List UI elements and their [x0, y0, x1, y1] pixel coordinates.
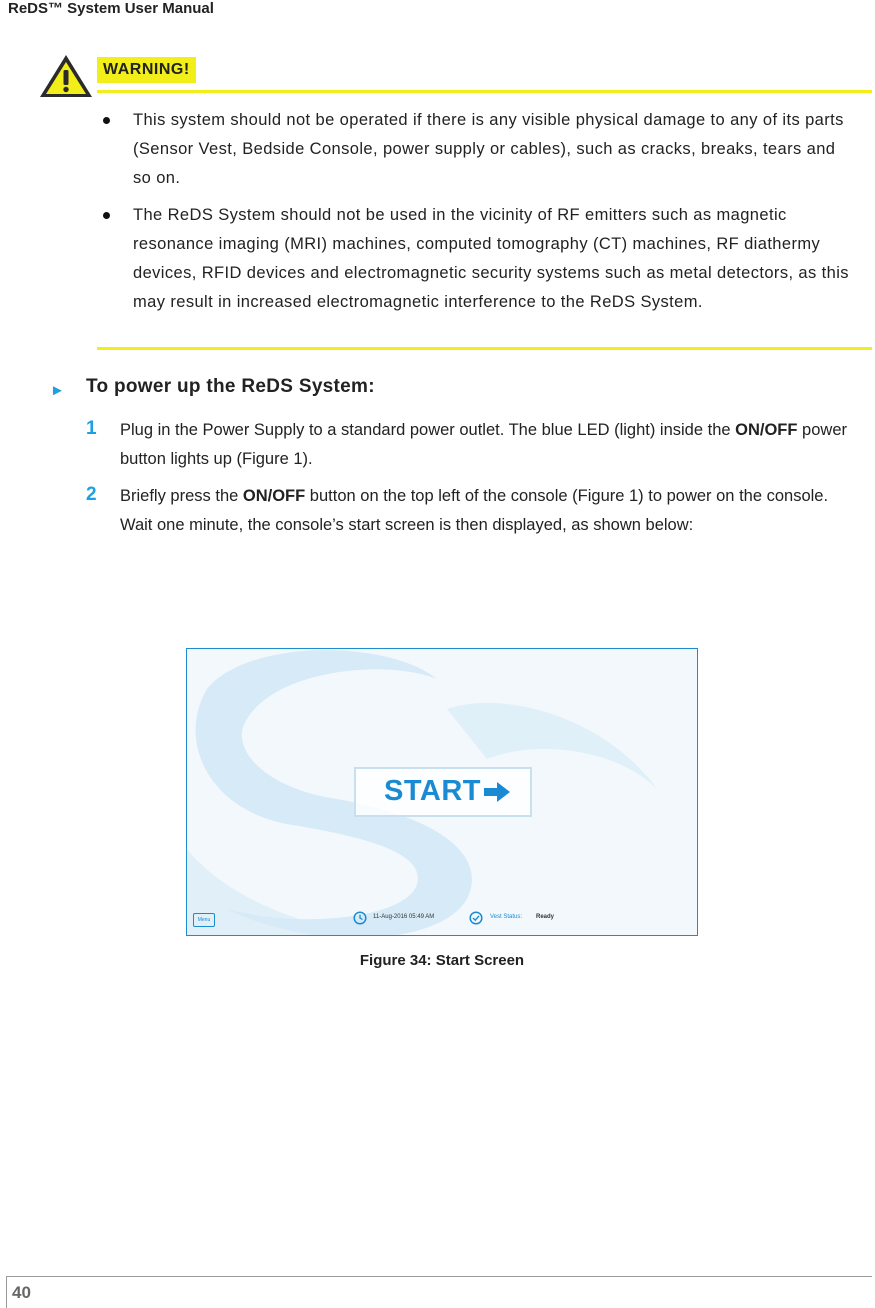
- clock-icon: [353, 911, 367, 925]
- bullet-dot-icon: [103, 212, 110, 219]
- warning-bottom-rule: [97, 347, 872, 350]
- step-bold-term: ON/OFF: [242, 487, 306, 505]
- warning-bullet-list: [97, 106, 857, 325]
- step-text: power button lights up (Figure 1).: [120, 421, 847, 468]
- step-text: Plug in the Power Supply to a standard power outlet. The blue LED (light) inside the: [120, 421, 736, 439]
- arrow-right-icon: [484, 782, 510, 802]
- page-number: 40: [12, 1283, 31, 1302]
- menu-button[interactable]: Menu: [193, 913, 215, 927]
- step-number: 1: [86, 418, 97, 439]
- procedure-steps: [86, 416, 856, 548]
- step-text: button on the top left of the console (Figure 1) to power on the console. Wait one minute, the console’s start screen is then displayed, as shown below:: [120, 487, 829, 534]
- procedure-step: [86, 416, 856, 474]
- procedure-step: [86, 482, 856, 540]
- step-text: Briefly press the: [120, 487, 243, 505]
- warning-icon: [38, 52, 94, 100]
- figure-caption: Figure 34: Start Screen: [359, 952, 525, 969]
- datetime-text: 11-Aug-2016 05:49 AM: [373, 914, 435, 920]
- step-bold-term: ON/OFF: [735, 421, 798, 439]
- step-number: 2: [86, 484, 97, 505]
- start-button[interactable]: [354, 767, 532, 817]
- warning-bullet-text: This system should not be operated if there is any visible physical damage to any of its parts (Sensor Vest, Bedside Console, power supply or cables), such as cracks, breaks, tears and so on.: [133, 111, 844, 187]
- check-circle-icon: [469, 911, 483, 925]
- warning-bullet: [97, 106, 857, 193]
- warning-top-rule: [97, 90, 872, 93]
- vest-status-label: Vest Status:: [490, 914, 523, 920]
- status-bar: [187, 905, 697, 935]
- warning-bullet-text: The ReDS System should not be used in the vicinity of RF emitters such as magnetic resonance imaging (MRI) machines, computed tomography (CT) machines, RF diathermy devices, RFID devices and electromagnetic security systems such as metal detectors, as this may result in increased electromagnetic interference to the ReDS System.: [133, 206, 849, 311]
- procedure-arrow-icon: ►: [50, 382, 65, 399]
- footer-tick: [6, 1276, 7, 1308]
- warning-label: WARNING!: [97, 57, 196, 83]
- procedure-heading: To power up the ReDS System:: [86, 376, 375, 397]
- start-button-label: START: [384, 775, 482, 807]
- document-header-title: ReDS™ System User Manual: [8, 0, 214, 17]
- bullet-dot-icon: [103, 117, 110, 124]
- warning-bullet: [97, 201, 857, 317]
- start-screen-figure: [186, 648, 698, 936]
- footer-rule: [6, 1276, 872, 1277]
- vest-status-value: Ready: [536, 914, 555, 920]
